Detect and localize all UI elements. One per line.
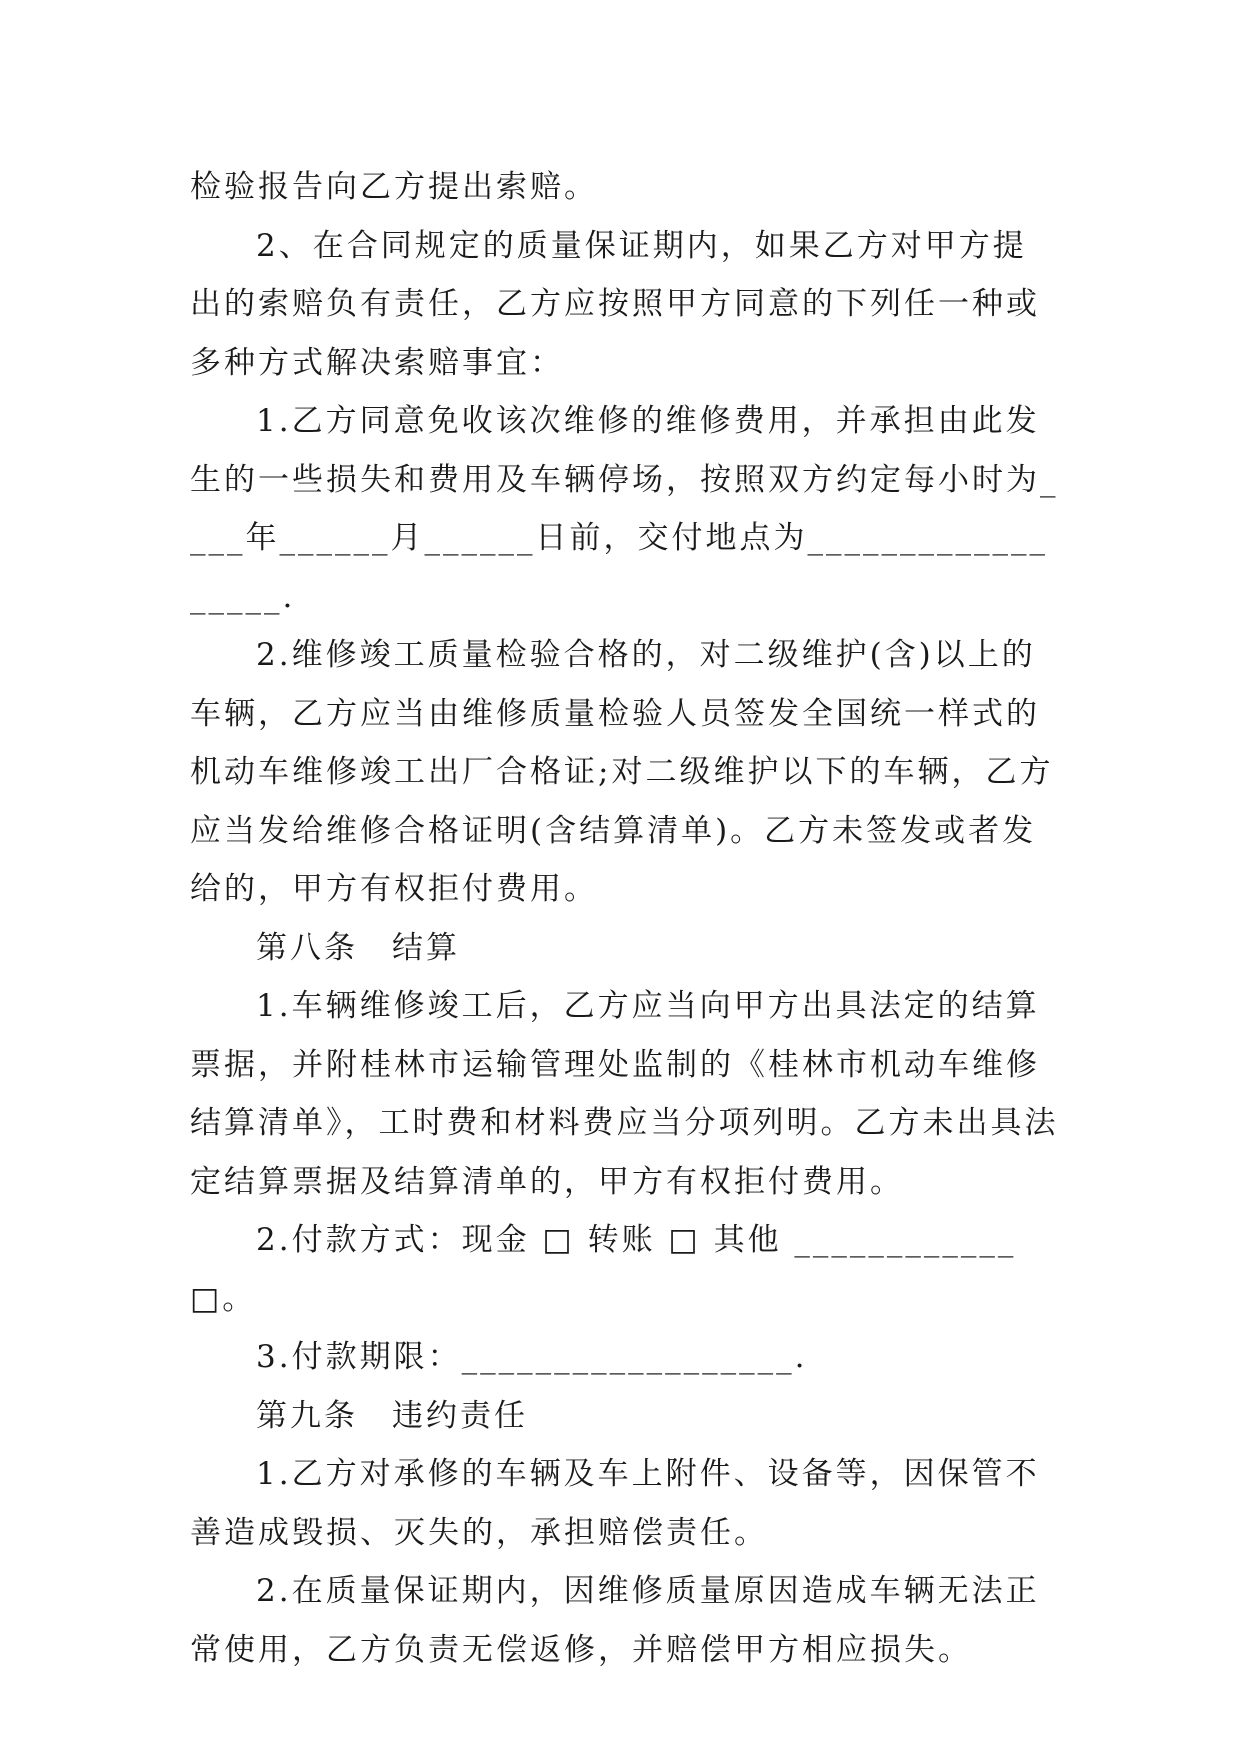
- section-heading: 第八条 结算: [256, 929, 460, 966]
- paragraph: 2.维修竣工质量检验合格的，对二级维护(含)以上的车辆，乙方应当由维修质量检验人员签发全国统一样式的机动车维修竣工出厂合格证;对二级维护以下的车辆，乙方应当发给维修合格证明(含结算清单)。乙方未签发或者发给的，甲方有权拒付费用。: [190, 637, 1054, 907]
- paragraph: 2、在合同规定的质量保证期内，如果乙方对甲方提出的索赔负有责任，乙方应按照甲方同意的下列任一种或多种方式解决索赔事宜：: [190, 227, 1040, 381]
- document-body: [190, 158, 1060, 1679]
- paragraph: 2.在质量保证期内，因维修质量原因造成车辆无法正常使用，乙方负责无偿返修，并赔偿甲方相应损失。: [190, 1573, 1040, 1668]
- paragraph: 2.付款方式：现金 □ 转账 □ 其他 ____________□。: [190, 1222, 1017, 1317]
- paragraph: 检验报告向乙方提出索赔。: [190, 169, 598, 205]
- paragraph: 3.付款期限：__________________.: [256, 1339, 808, 1375]
- paragraph: 1.车辆维修竣工后，乙方应当向甲方出具法定的结算票据，并附桂林市运输管理处监制的《桂林市机动车维修结算清单》，工时费和材料费应当分项列明。乙方未出具法定结算票据及结算清单的，甲方有权拒付费用。: [190, 988, 1059, 1200]
- paragraph: 1.乙方对承修的车辆及车上附件、设备等，因保管不善造成毁损、灭失的，承担赔偿责任。: [190, 1456, 1040, 1551]
- section-heading: 第九条 违约责任: [256, 1397, 528, 1434]
- paragraph: 1.乙方同意免收该次维修的维修费用，并承担由此发生的一些损失和费用及车辆停场，按照双方约定每小时为____年______月______日前，交付地点为__________________.: [190, 403, 1059, 615]
